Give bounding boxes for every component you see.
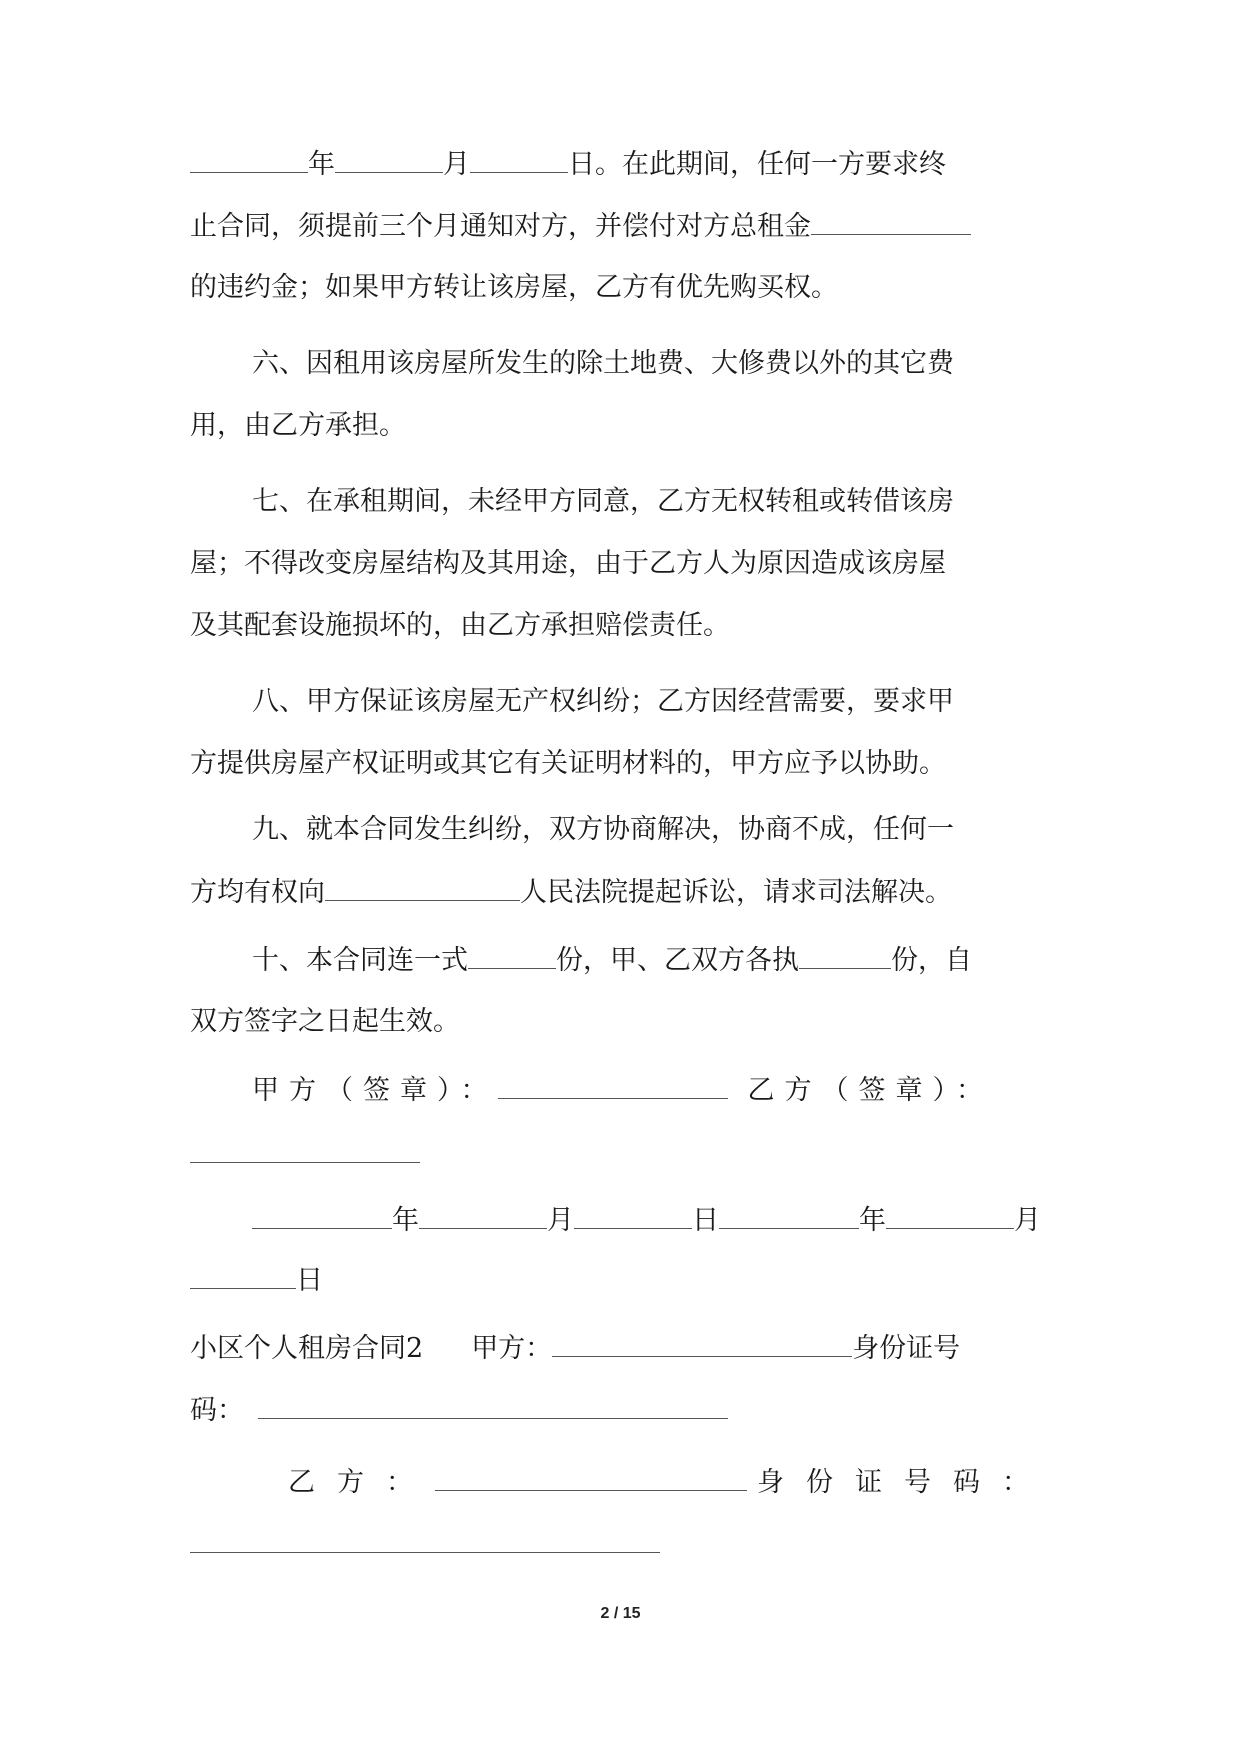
blank-field: [190, 1266, 296, 1289]
date-line: 年 月 日 年 月: [252, 1206, 1041, 1234]
paragraph-seven: 七、在承租期间，未经甲方同意，乙方无权转租或转借该房: [252, 486, 954, 517]
contract-title: 小区个人租房合同2: [190, 1333, 424, 1364]
signature-line: [252, 1076, 993, 1104]
party-b-signature-label: 乙方（签章）：: [747, 1075, 993, 1106]
paragraph-nine: 九、就本合同发生纠纷，双方协商解决，协商不成，任何一: [252, 814, 954, 845]
text-line: 屋；不得改变房屋结构及其用途，由于乙方人为原因造成该房屋: [190, 548, 946, 579]
paragraph-ten: 十、本合同连一式 份，甲、乙双方各执 份，自: [252, 945, 972, 976]
blank-field: [470, 150, 568, 173]
party-b-field: [435, 1468, 747, 1491]
party-b-signature-field: [190, 1162, 420, 1163]
text-line: 方提供房屋产权证明或其它有关证明材料的，甲方应予以协助。: [190, 748, 946, 779]
blank-field: [335, 150, 443, 173]
text-line: 年 月 日。在此期间，任何一方要求终: [190, 150, 946, 178]
blank-field: [719, 1206, 859, 1229]
text-line: 止合同，须提前三个月通知对方，并偿付对方总租金: [190, 212, 971, 240]
text-line: 及其配套设施损坏的，由乙方承担赔偿责任。: [190, 610, 730, 641]
id-number-field: [258, 1396, 728, 1419]
contract-two-heading-line: 小区个人租房合同2 甲方： 身份证号: [190, 1333, 961, 1364]
text-line: 双方签字之日起生效。: [190, 1006, 460, 1037]
blank-field: [468, 946, 556, 969]
blank-field: [886, 1206, 1014, 1229]
blank-field: [325, 878, 520, 901]
blank-field: [190, 150, 308, 173]
blank-field: [811, 212, 971, 235]
text-line: 用，由乙方承担。: [190, 410, 406, 441]
party-b-line: 乙方： 身份证号码：: [288, 1467, 1051, 1498]
text-line: 方均有权向 人民法院提起诉讼，请求司法解决。: [190, 877, 952, 908]
text-line: 码：: [190, 1396, 728, 1424]
party-a-field: [552, 1334, 852, 1357]
blank-field: [419, 1206, 547, 1229]
date-line: 日: [190, 1266, 323, 1294]
blank-field: [799, 946, 891, 969]
party-a-signature-label: 甲方（签章）：: [252, 1075, 498, 1106]
paragraph-six: 六、因租用该房屋所发生的除土地费、大修费以外的其它费: [252, 348, 954, 379]
blank-field: [252, 1206, 392, 1229]
page-number: 2 / 15: [600, 1605, 641, 1622]
id-number-field: [190, 1552, 660, 1553]
party-a-signature-field: [498, 1076, 728, 1099]
blank-field: [574, 1206, 692, 1229]
paragraph-eight: 八、甲方保证该房屋无产权纠纷；乙方因经营需要，要求甲: [252, 686, 954, 717]
text-line: 的违约金；如果甲方转让该房屋，乙方有优先购买权。: [190, 272, 838, 303]
